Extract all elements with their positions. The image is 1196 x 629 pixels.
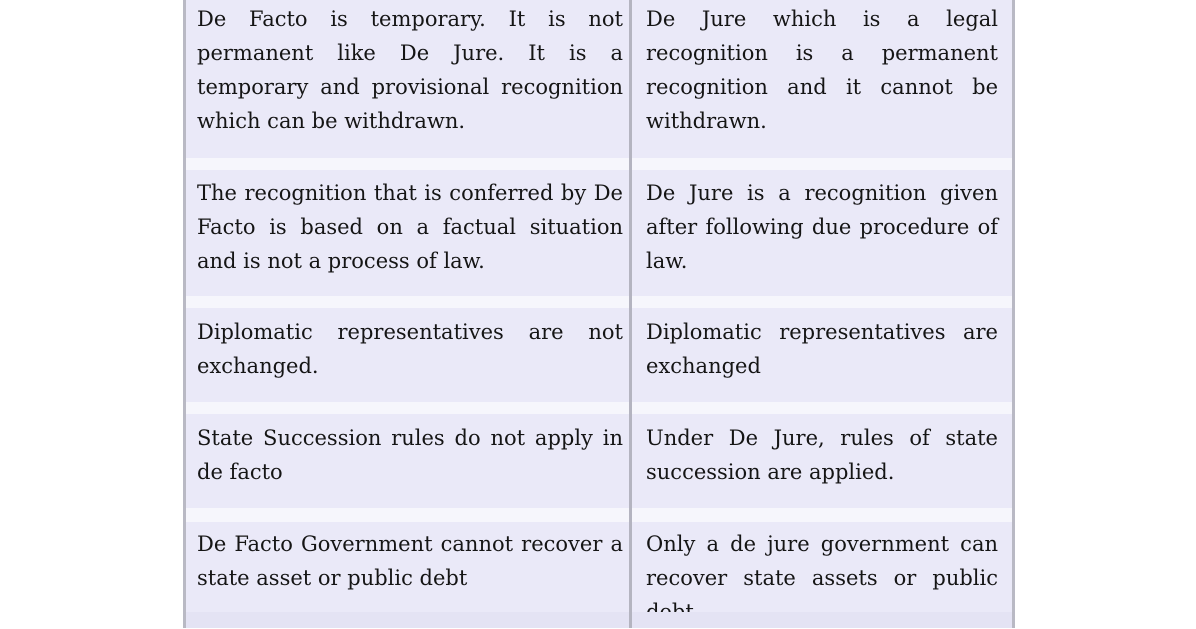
de-facto-cell: The recognition that is conferred by De Facto is based on a factual situation and is not a process of law. <box>197 181 623 273</box>
table-row <box>183 421 1015 509</box>
row-separator <box>183 402 1015 414</box>
de-jure-cell: De Jure which is a legal recognition is a permanent recognition and it cannot be withdrawn. <box>646 7 998 133</box>
table-row <box>183 315 1015 403</box>
table-left-border <box>183 0 186 628</box>
table-right-border <box>1012 0 1015 628</box>
de-facto-cell: De Facto Government cannot recover a state asset or public debt <box>197 532 623 590</box>
de-facto-cell: De Facto is temporary. It is not permanent like De Jure. It is a temporary and provisional recognition which can be withdrawn. <box>197 7 623 133</box>
de-jure-cell: Under De Jure, rules of state succession are applied. <box>646 426 998 484</box>
row-separator <box>183 296 1015 308</box>
next-row-bleed <box>183 612 1015 628</box>
table-row <box>183 2 1015 158</box>
row-separator <box>183 508 1015 522</box>
de-jure-cell: Only a de jure government can recover state assets or public <box>646 532 998 590</box>
column-divider <box>629 0 632 628</box>
de-facto-cell: State Succession rules do not apply in de facto <box>197 426 623 484</box>
table-row <box>183 527 1015 615</box>
table-row <box>183 176 1015 296</box>
de-jure-cell: De Jure is a recognition given after following due procedure of law. <box>646 181 998 273</box>
row-separator <box>183 158 1015 170</box>
de-facto-cell: Diplomatic representatives are not exchanged. <box>197 320 623 378</box>
de-jure-cell: Diplomatic representatives are exchanged <box>646 320 998 378</box>
comparison-table <box>183 0 1015 628</box>
